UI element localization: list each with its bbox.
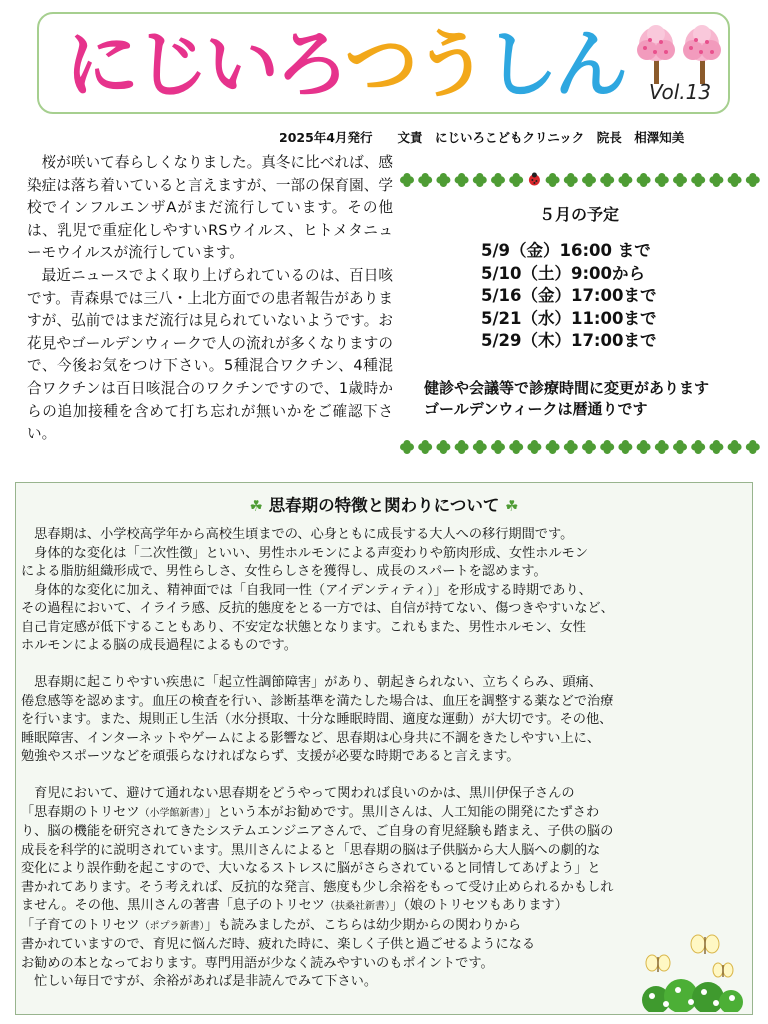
- publisher: （ポプラ新書）: [139, 920, 205, 932]
- butterfly-icon: [646, 955, 670, 972]
- volume-number: Vol.13: [649, 80, 712, 104]
- clover-icon: [637, 173, 651, 187]
- article-line: による脂肪組織形成で、男性らしさ、女性らしさを獲得し、成長のスパートを認めます。: [21, 564, 547, 579]
- clover-icon: [436, 440, 450, 454]
- clover-border-bottom: [398, 437, 760, 457]
- publisher: （扶桑社新書）: [324, 901, 390, 912]
- article-line: を行います。また、規則正し生活（水分摂取、十分な睡眠時間、適度な運動）が大切です。その他、: [21, 712, 613, 727]
- clover-border-top: [398, 170, 760, 190]
- masthead: [37, 12, 730, 114]
- clover-icon: [400, 440, 414, 454]
- article-line: 育児において、避けて通れない思春期をどうやって関われば良いのかは、黒川伊保子さんの: [21, 786, 575, 801]
- clover-icon: [709, 440, 723, 454]
- title-char: ろ: [275, 22, 345, 108]
- butterfly-icon: [691, 935, 719, 954]
- butterfly-icon: [713, 963, 733, 977]
- clover-icon: [473, 173, 487, 187]
- article-line-rest: 」（娘のトリセツもあります）: [389, 898, 568, 913]
- article-line: [21, 804, 745, 824]
- article-line: 身体的な変化は「二次性徴」といい、男性ホルモンによる声変わりや筋肉形成、女性ホルモン: [21, 545, 589, 561]
- intro-paragraph: 最近ニュースでよく取り上げられているのは、百日咳です。青森県では三八・上北方面での患者報告がありますが、弘前ではまだ流行は見られていないようです。お花見やゴールデンウィークで人の流れが多くなりますので、今後お気をつけ下さい。5種混合ワクチン、4種混合ワクチンは百日咳混合のワクチンですので、1歳時からの追加接種を含めて打ち忘れが無いかをご確認下さい。: [27, 266, 393, 443]
- clover-icon: [455, 440, 469, 454]
- schedule-item: 5/9（金）16:00 まで: [481, 241, 651, 260]
- article-line: 睡眠障害、インターネットやゲームによる影響など、思春期は心身共に不調をきたしやすい上に、: [21, 730, 601, 746]
- clover-icon: [400, 173, 414, 187]
- schedule-item: 5/16（金）17:00まで: [481, 286, 657, 305]
- schedule-item: 5/10（土）9:00から: [481, 263, 646, 283]
- title-char: じ: [135, 22, 205, 108]
- clover-icon: [527, 440, 541, 454]
- clover-icon: [582, 440, 596, 454]
- clover-icon: [509, 173, 523, 187]
- article-line-rest: 」という本がお勧めです。黒川さんは、人工知能の開発にたずさわ: [204, 804, 600, 820]
- publisher: （小学館新書）: [139, 807, 205, 819]
- clover-icon: ☘: [249, 497, 263, 515]
- article-line: 変化により誤作動を起こすので、大いなるストレスに脳がさらされていると同情してあげよう」と: [21, 861, 601, 876]
- title-char: つ: [344, 22, 415, 108]
- article-line: 身体的な変化に加え、精神面では「自我同一性（アイデンティティ）」を形成する時期であり、: [21, 582, 592, 598]
- article-line: 成長を科学的に説明されています。黒川さんによると「思春期の脳は子供脳から大人脳への劇的な: [21, 842, 601, 858]
- article-line-part: ません。その他、黒川さんの著書「息子のトリセツ: [21, 898, 325, 913]
- clover-icon: ☘: [505, 497, 519, 515]
- clover-icon: [673, 440, 687, 454]
- clover-icon: [746, 173, 760, 187]
- clover-icon: [546, 440, 560, 454]
- schedule-item: 5/29（木）17:00まで: [481, 331, 657, 350]
- schedule-note: 健診や会議等で診療時間に変更があります: [424, 379, 710, 397]
- clover-icon: [709, 173, 723, 187]
- title-char: ん: [554, 22, 625, 108]
- issue-line: 2025年4月発行 文責 にじいろこどもクリニック 院長 相澤知美: [279, 130, 685, 145]
- title-char: に: [65, 22, 135, 108]
- clover-icon: [600, 440, 614, 454]
- cherry-tree-icon: [633, 22, 729, 88]
- article-line: その過程において、イライラ感、反抗的態度をとる一方では、自信が持てない、傷つきやすいなど、: [21, 601, 614, 616]
- schedule-notes: [424, 378, 709, 420]
- paragraph-gap: [21, 767, 745, 786]
- clover-icon: [746, 440, 760, 454]
- title-char: い: [205, 22, 275, 108]
- clover-icon: [418, 440, 432, 454]
- schedule-note: ゴールデンウィークは暦通りです: [424, 400, 648, 418]
- clover-icon: [618, 173, 632, 187]
- article-line: 勉強やスポーツなどを頑張らなければならず、支援が必要な時期であると言えます。: [21, 749, 520, 764]
- paragraph-gap: [21, 656, 745, 675]
- clover-icon: [728, 440, 742, 454]
- schedule-list: [481, 240, 657, 353]
- ladybug-icon: [529, 173, 540, 186]
- clover-icon: [436, 173, 450, 187]
- clover-icon: [582, 173, 596, 187]
- clover-icon: [564, 173, 578, 187]
- article-line: ホルモンによる脳の成長過程によるものです。: [21, 638, 297, 653]
- article-line: 思春期は、小学校高学年から高校生頃までの、心身ともに成長する大人への移行期間です。: [21, 527, 574, 542]
- clover-icon: [618, 440, 632, 454]
- clover-icon: [491, 173, 505, 187]
- article-line: 思春期に起こりやすい疾患に「起立性調節障害」があり、朝起きられない、立ちくらみ、頭痛、: [21, 675, 603, 690]
- article-body: [21, 526, 745, 992]
- title-char: し: [484, 22, 555, 108]
- book-title: 「思春期のトリセツ: [21, 804, 140, 820]
- clover-icon: [546, 173, 560, 187]
- article-line: [21, 897, 745, 917]
- article-line: 倦怠感等を認めます。血圧の検査を行い、診断基準を満たした場合は、血圧を調整する薬などで治療: [21, 693, 614, 709]
- flower-bush-icon: [636, 930, 746, 1012]
- clover-icon: [509, 440, 523, 454]
- clover-icon: [473, 440, 487, 454]
- clover-icon: [691, 440, 705, 454]
- clover-icon: [491, 440, 505, 454]
- clover-icon: [655, 440, 669, 454]
- article-line: 書かれてあります。そう考えれば、反抗的な発言、態度も少し余裕をもって受け止められるかもしれ: [21, 879, 614, 895]
- clover-icon: [564, 440, 578, 454]
- clover-icon: [418, 173, 432, 187]
- title-char: う: [414, 22, 485, 108]
- article-line: 忙しい毎日ですが、余裕があれば是非読んでみて下さい。: [21, 974, 378, 989]
- article-line: 書かれていますので、育児に悩んだ時、疲れた時に、楽しく子供と過ごせるようになる: [21, 937, 536, 952]
- intro-paragraph: 桜が咲いて春らしくなりました。真冬に比べれば、感染症は落ち着いていると言えますが、一部の保育園、学校でインフルエンザAがまだ流行しています。その他は、乳児で重症化しやすいRSウイルス、ヒトメタニューモウイルスが流行しています。: [27, 154, 393, 262]
- clover-icon: [673, 173, 687, 187]
- article-line: お勧めの本となっております。専門用語が少なく読みやすいのもポイントです。: [21, 955, 494, 971]
- newsletter-title: [65, 20, 624, 110]
- clover-icon: [728, 173, 742, 187]
- clover-icon: [655, 173, 669, 187]
- intro-text: [27, 152, 393, 446]
- article-line: 自己肯定感が低下することもあり、不安定な状態となります。これもまた、男性ホルモン、女性: [21, 619, 586, 635]
- clover-icon: [637, 440, 651, 454]
- article-line-rest: 」も読みましたが、こちらは幼少期からの関わりから: [204, 917, 522, 933]
- article-title-text: 思春期の特徴と関わりについて: [268, 496, 500, 515]
- article-line: り、脳の機能を研究されてきたシステムエンジニアさんで、ご自身の育児経験も踏まえ、子供の脳の: [21, 824, 614, 839]
- clover-icon: [455, 173, 469, 187]
- book-title: 「子育てのトリセツ: [21, 917, 140, 933]
- article-title: [16, 492, 752, 516]
- schedule-title: ５月の予定: [538, 205, 619, 224]
- schedule-item: 5/21（水）11:00まで: [481, 308, 657, 328]
- clover-icon: [691, 173, 705, 187]
- clover-icon: [600, 173, 614, 187]
